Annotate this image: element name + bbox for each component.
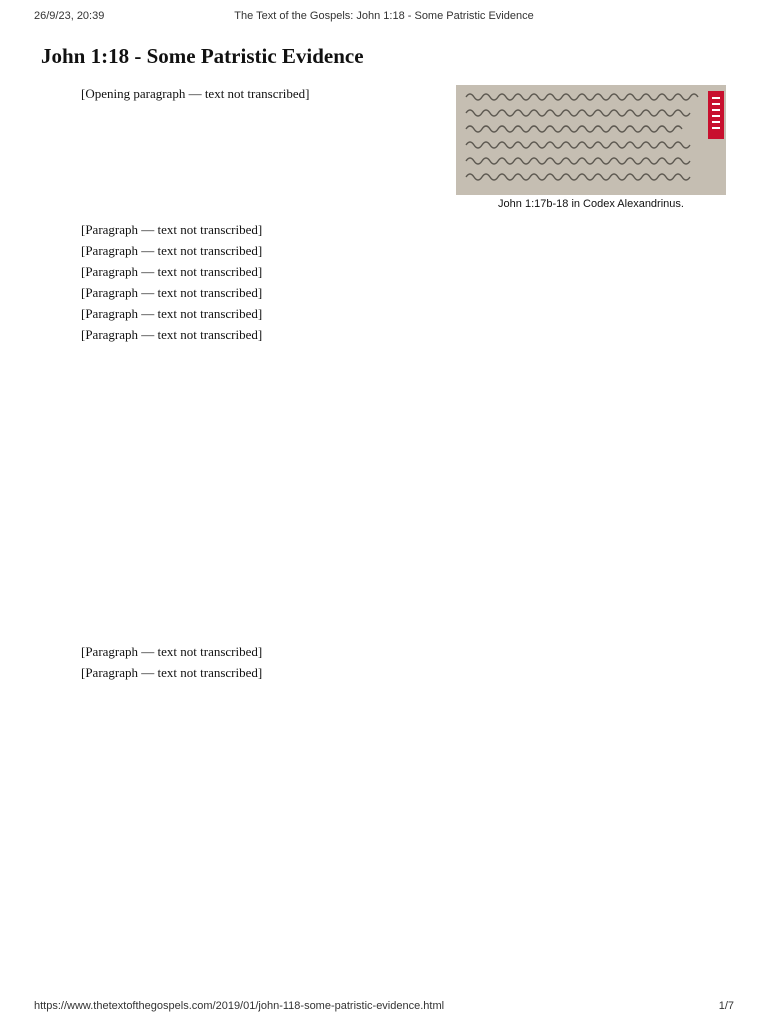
body-paragraph: [Paragraph — text not transcribed] xyxy=(81,243,263,258)
body-paragraph: [Paragraph — text not transcribed] xyxy=(81,285,263,300)
body-paragraph: [Paragraph — text not transcribed] xyxy=(81,644,263,659)
print-page-number: 1/7 xyxy=(718,1000,734,1012)
body-paragraph: [Paragraph — text not transcribed] xyxy=(81,665,263,680)
body-paragraph: [Paragraph — text not transcribed] xyxy=(81,222,263,237)
figure-caption: John 1:17b-18 in Codex Alexandrinus. xyxy=(498,198,684,210)
manuscript-figure xyxy=(456,85,726,211)
intro-column xyxy=(41,83,449,104)
body-column xyxy=(41,219,728,345)
manuscript-image xyxy=(456,85,726,195)
print-page-title: The Text of the Gospels: John 1:18 - Some Patristic Evidence xyxy=(234,10,534,22)
caution-section xyxy=(41,641,728,683)
article-title: John 1:18 - Some Patristic Evidence xyxy=(41,44,364,68)
body-paragraph: [Paragraph — text not transcribed] xyxy=(81,264,263,279)
body-paragraph: [Paragraph — text not transcribed] xyxy=(81,327,263,342)
print-footer xyxy=(34,1000,734,1014)
body-paragraph: [Opening paragraph — text not transcribed] xyxy=(81,86,310,101)
body-paragraph: [Paragraph — text not transcribed] xyxy=(81,306,263,321)
print-url: https://www.thetextofthegospels.com/2019/01/john-118-some-patristic-evidence.html xyxy=(34,1000,445,1012)
print-timestamp: 26/9/23, 20:39 xyxy=(34,10,105,22)
print-header xyxy=(34,10,734,24)
